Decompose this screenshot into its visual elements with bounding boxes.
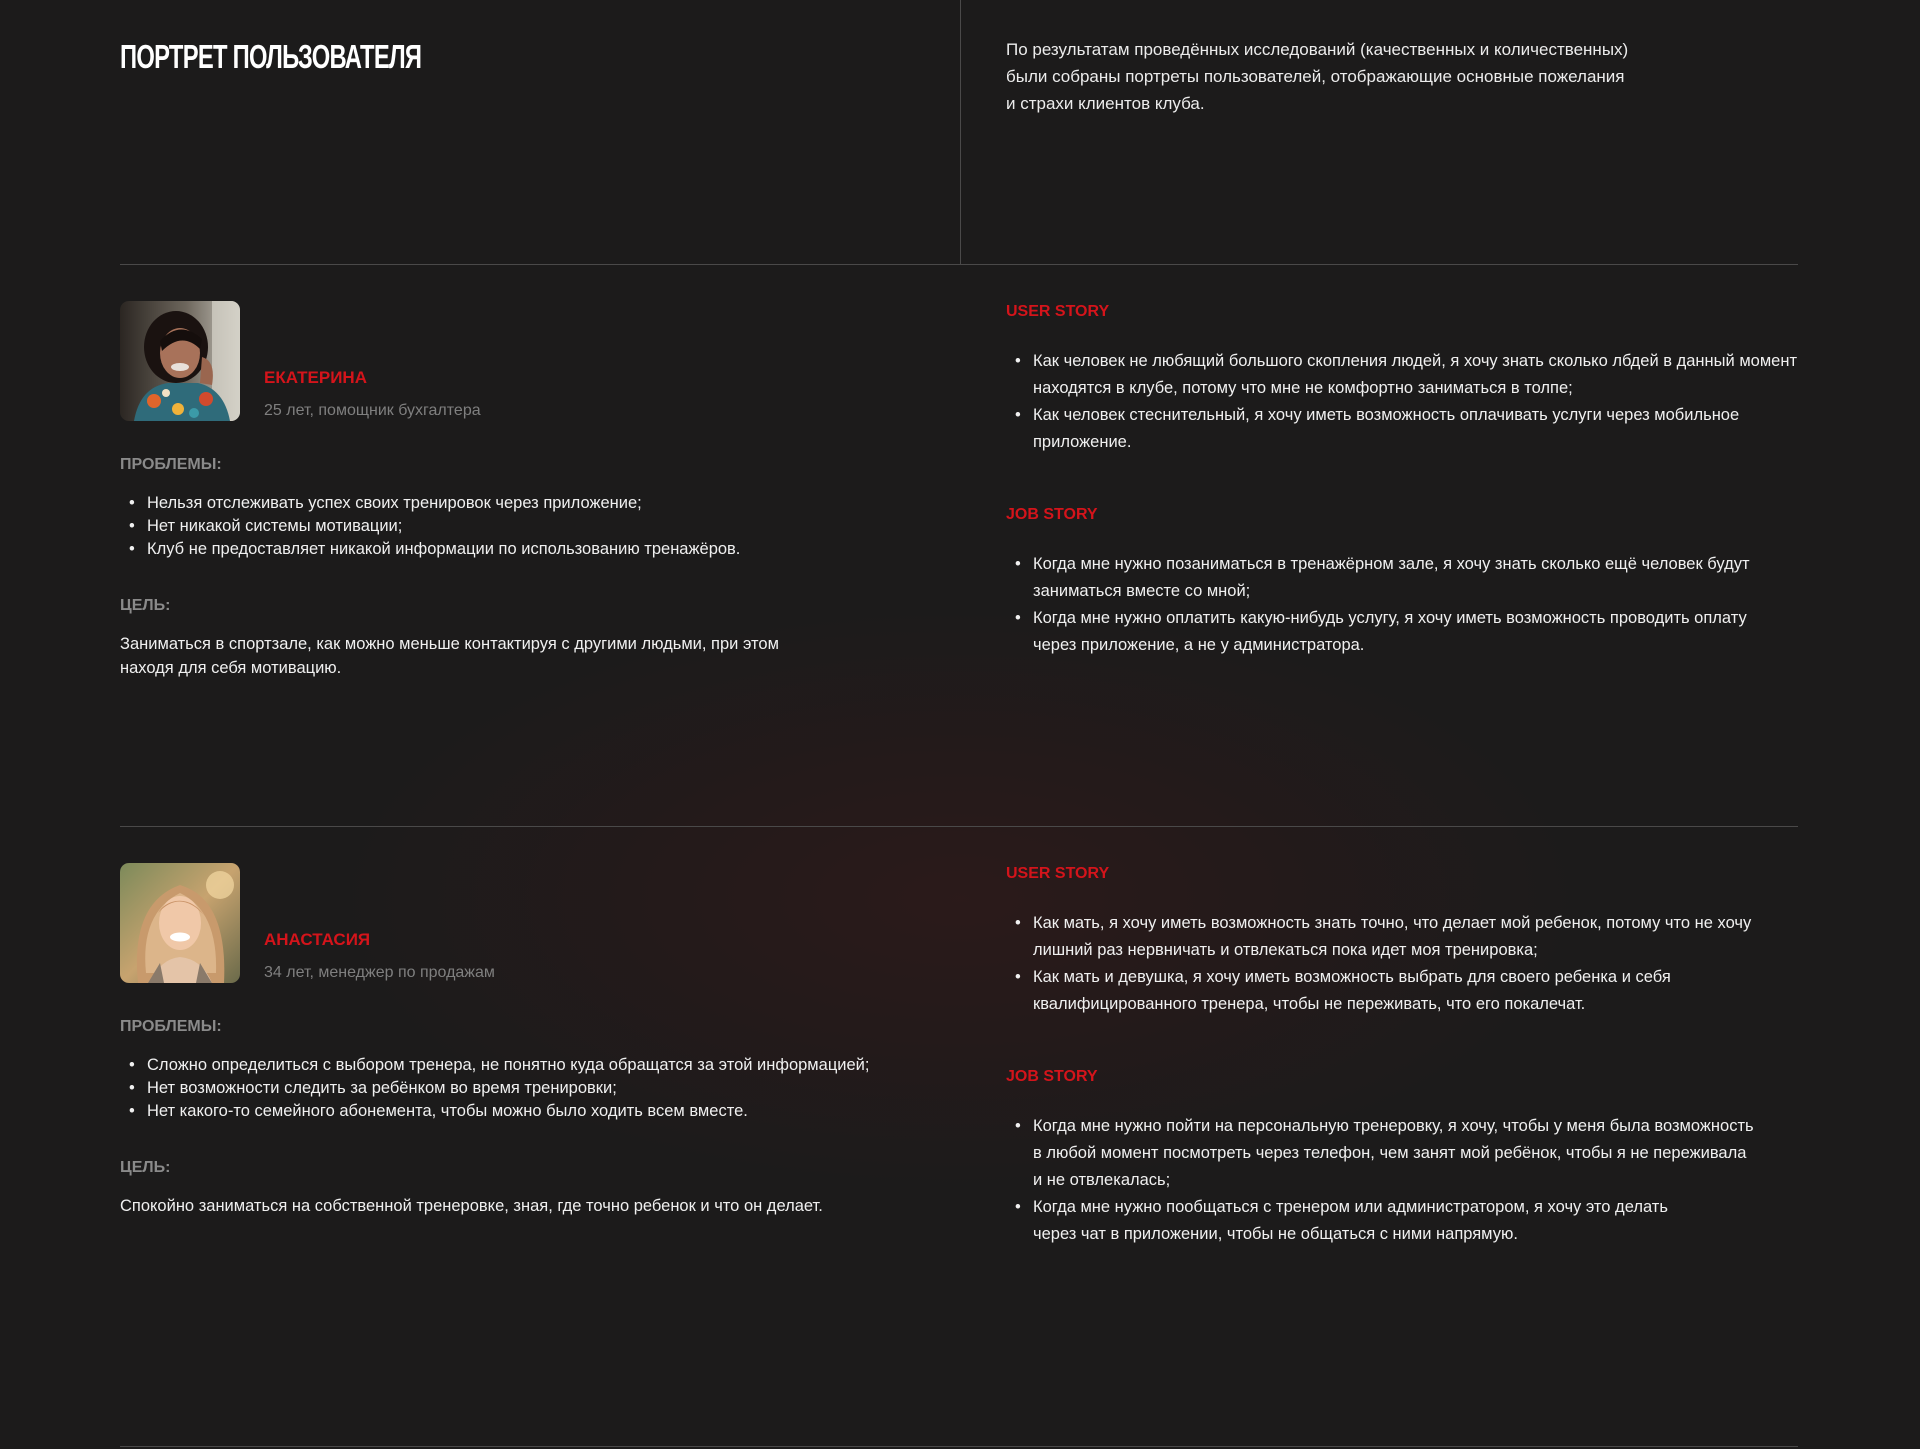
user-stories-list (1006, 910, 1806, 1018)
goal-text: Спокойно заниматься на собственной тренеровке, зная, где точно ребенок и что он делает. (120, 1197, 823, 1215)
list-item: • Когда мне нужно пообщаться с тренером или администратором, я хочу это делать через чат в приложении, чтобы не общаться с ними напрямую. (1006, 1194, 1806, 1248)
goal-text: Заниматься в спортзале, как можно меньше контактируя с другими людьми, при этом находя для себя мотивацию. (120, 635, 779, 677)
list-item: • Когда мне нужно пойти на персональную тренеровку, я хочу, чтобы у меня была возможность в любой момент посмотреть через телефон, чем занят мой ребёнок, чтобы я не переживала и не отвлекалась; (1006, 1113, 1806, 1194)
list-item: • Когда мне нужно оплатить какую-нибудь услугу, я хочу иметь возможность проводить оплату через приложение, а не у администратора. (1006, 605, 1806, 659)
job-stories-list (1006, 1113, 1806, 1248)
avatar (120, 863, 240, 983)
list-item: • Нет никакой системы мотивации; (120, 515, 940, 538)
list-item: • Нет какого-то семейного абонемента, чтобы можно было ходить всем вместе. (120, 1100, 940, 1123)
user-stories-list (1006, 348, 1806, 456)
avatar (120, 301, 240, 421)
list-item: • Нет возможности следить за ребёнком во время тренировки; (120, 1077, 940, 1100)
job-story-title: JOB STORY (1006, 1068, 1098, 1085)
user-story-title: USER STORY (1006, 865, 1110, 882)
persona-name: АНАСТАСИЯ (264, 930, 371, 949)
persona-age-occupation: 34 лет, менеджер по продажам (264, 964, 495, 981)
goal-label: ЦЕЛЬ: (120, 1159, 171, 1176)
user-story-title: USER STORY (1006, 303, 1110, 320)
list-item: • Клуб не предоставляет никакой информации по использованию тренажёров. (120, 538, 940, 561)
list-item: • Как человек не любящий большого скопления людей, я хочу знать сколько лбдей в данный момент находятся в клубе, потому что мне не комфортно заниматься в толпе; (1006, 348, 1806, 402)
page-title: ПОРТРЕТ ПОЛЬЗОВАТЕЛЯ (120, 38, 422, 75)
problems-list (120, 1054, 940, 1123)
persona-age-occupation: 25 лет, помощник бухгалтера (264, 402, 481, 419)
list-item: • Как мать и девушка, я хочу иметь возможность выбрать для своего ребенка и себя квалифицированного тренера, чтобы не переживать, что его покалечат. (1006, 964, 1806, 1018)
job-story-title: JOB STORY (1006, 506, 1098, 523)
section-divider (120, 264, 1798, 265)
section-divider (120, 1446, 1798, 1447)
job-stories-list (1006, 551, 1806, 659)
list-item: • Как человек стеснительный, я хочу иметь возможность оплачивать услуги через мобильное приложение. (1006, 402, 1806, 456)
list-item: • Сложно определиться с выбором тренера, не понятно куда обращатся за этой информацией; (120, 1054, 940, 1077)
avatar-photo-anastasia (120, 863, 240, 983)
problems-list (120, 492, 940, 561)
list-item: • Как мать, я хочу иметь возможность знать точно, что делает мой ребенок, потому что не хочу лишний раз нервничать и отвлекаться пока идет моя тренировка; (1006, 910, 1806, 964)
goal-label: ЦЕЛЬ: (120, 597, 171, 614)
persona-name: ЕКАТЕРИНА (264, 368, 367, 387)
avatar-photo-ekaterina (120, 301, 240, 421)
header-vertical-divider (960, 0, 961, 265)
list-item: • Когда мне нужно позаниматься в тренажёрном зале, я хочу знать сколько ещё человек будут заниматься вместе со мной; (1006, 551, 1806, 605)
list-item: • Нельзя отслеживать успех своих тренировок через приложение; (120, 492, 940, 515)
problems-label: ПРОБЛЕМЫ: (120, 1018, 222, 1035)
section-divider (120, 826, 1798, 827)
intro-text: По результатам проведённых исследований (качественных и количественных) были собраны портреты пользователей, отображающие основные пожелания и страхи клиентов клуба. (1006, 40, 1629, 113)
problems-label: ПРОБЛЕМЫ: (120, 456, 222, 473)
